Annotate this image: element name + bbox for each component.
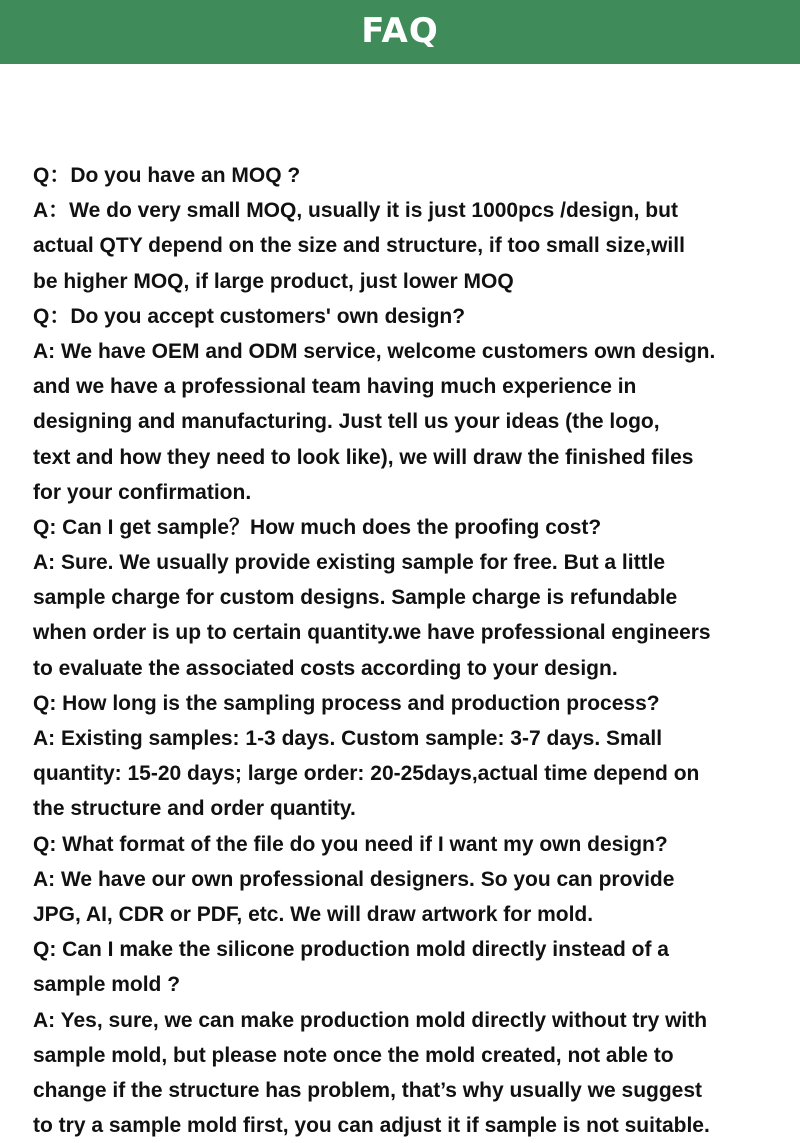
faq-content — [0, 64, 800, 1143]
faq-header — [0, 0, 800, 64]
faq-line: when order is up to certain quantity.we have professional engineers — [33, 621, 711, 645]
faq-line: A: We have OEM and ODM service, welcome customers own design. — [33, 339, 716, 363]
page-title: FAQ — [361, 11, 439, 51]
faq-line: for your confirmation. — [33, 480, 252, 504]
faq-line: Q: Can I make the silicone production mold directly instead of a — [33, 938, 669, 962]
faq-line: to evaluate the associated costs according to your design. — [33, 656, 618, 680]
faq-line: sample mold, but please note once the mold created, not able to — [33, 1043, 674, 1067]
faq-line: A：We do very small MOQ, usually it is just 1000pcs /design, but — [33, 199, 678, 223]
faq-line: the structure and order quantity. — [33, 797, 356, 821]
faq-line: A: Yes, sure, we can make production mold directly without try with — [33, 1008, 708, 1032]
faq-line: text and how they need to look like), we will draw the finished files — [33, 445, 694, 469]
faq-line: A: Existing samples: 1-3 days. Custom sample: 3-7 days. Small — [33, 727, 663, 750]
faq-line: Q: Can I get sample？How much does the proofing cost? — [33, 515, 602, 539]
faq-line: A: Sure. We usually provide existing sample for free. But a little — [33, 551, 666, 575]
faq-line: sample charge for custom designs. Sample charge is refundable — [33, 586, 678, 610]
faq-line: Q：Do you have an MOQ ? — [33, 164, 301, 187]
faq-line: Q: How long is the sampling process and production process? — [33, 691, 660, 715]
faq-line: change if the structure has problem, that’s why usually we suggest — [33, 1078, 703, 1102]
faq-line: A: We have our own professional designers. So you can provide — [33, 867, 675, 891]
faq-line: quantity: 15-20 days; large order: 20-25days,actual time depend on — [33, 762, 700, 786]
faq-line: JPG, AI, CDR or PDF, etc. We will draw artwork for mold. — [33, 902, 594, 926]
faq-line: sample mold ? — [33, 973, 181, 997]
faq-line: to try a sample mold first, you can adjust it if sample is not suitable. — [33, 1114, 710, 1138]
faq-line: be higher MOQ, if large product, just lower MOQ — [33, 269, 514, 293]
faq-line: and we have a professional team having much experience in — [33, 375, 637, 399]
faq-line: actual QTY depend on the size and structure, if too small size,will — [33, 234, 685, 258]
faq-line: Q: What format of the file do you need if I want my own design? — [33, 832, 668, 856]
faq-line: designing and manufacturing. Just tell us your ideas (the logo, — [33, 410, 660, 434]
faq-line: Q：Do you accept customers' own design? — [33, 304, 466, 328]
